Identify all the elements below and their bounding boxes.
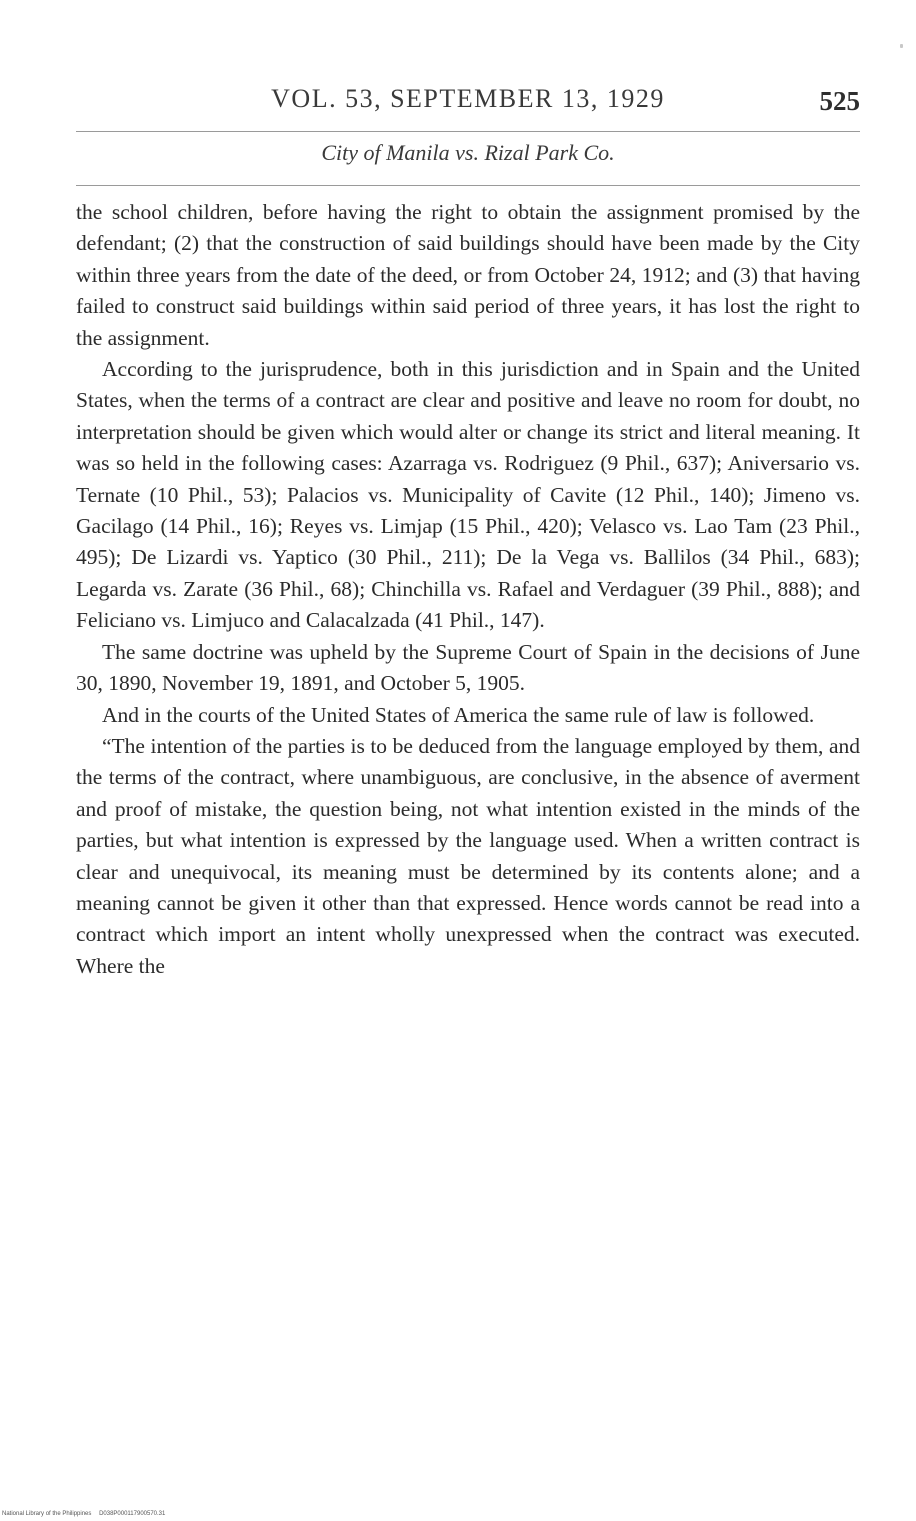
paragraph-quotation: “The intention of the parties is to be deduced from the language employed by them, and the terms of the contract, where unambiguous, are conclusive, in the absence of averment and proof of mistake, the question being, not what intention existed in the minds of the parties, but what intention is expressed by the language used. When a written contract is clear and unequivocal, its meaning must be determined by its contents alone; and a meaning cannot be given it other than that expressed. Hence words cannot be read into a contract which import an intent wholly unexpressed when the contract was executed. Where the [76, 733, 860, 978]
body-text [76, 197, 860, 982]
case-caption: City of Manila vs. Rizal Park Co. [321, 140, 615, 165]
scan-speck [900, 44, 903, 48]
footer-library: National Library of the Philippines [2, 1511, 92, 1517]
paragraph-spain-doctrine: The same doctrine was upheld by the Supreme Court of Spain in the decisions of June 30, 1890, November 19, 1891, and October 5, 1905. [76, 639, 860, 696]
footer-id: D038P000117900570.31 [99, 1511, 166, 1517]
header-rule-bottom [76, 185, 860, 186]
paragraph-continued: the school children, before having the right to obtain the assignment promised by the defendant; (2) that the construction of said buildings should have been made by the City within three years from the date of the deed, or from October 24, 1912; and (3) that having failed to construct said buildings within said period of three years, it has lost the right to the assignment. [76, 200, 860, 350]
paragraph-us-courts: And in the courts of the United States of America the same rule of law is followed. [102, 702, 815, 727]
header-rule-top [76, 131, 860, 132]
running-title: VOL. 53, SEPTEMBER 13, 1929 [271, 84, 665, 113]
running-head [76, 84, 860, 124]
paragraph-jurisprudence: According to the jurisprudence, both in this jurisdiction and in Spain and the United States, when the terms of a contract are clear and positive and leave no room for doubt, no interpretation should be given which would alter or change its strict and literal meaning. It was so held in the following cases: Azarraga vs. Rodriguez (9 Phil., 637); Aniversario vs. Ternate (10 Phil., 53); Palacios vs. Municipality of Cavite (12 Phil., 140); Jimeno vs. Gacilago (14 Phil., 16); Reyes vs. Limjap (15 Phil., 420); Velasco vs. Lao Tam (23 Phil., 495); De Lizardi vs. Yaptico (30 Phil., 211); De la Vega vs. Ballilos (34 Phil., 683); Legarda vs. Zarate (36 Phil., 68); Chinchilla vs. Rafael and Verdaguer (39 Phil., 888); and Feliciano vs. Limjuco and Calacalzada (41 Phil., 147). [76, 357, 860, 633]
scan-footer [2, 1511, 165, 1517]
page-number: 525 [819, 86, 860, 116]
